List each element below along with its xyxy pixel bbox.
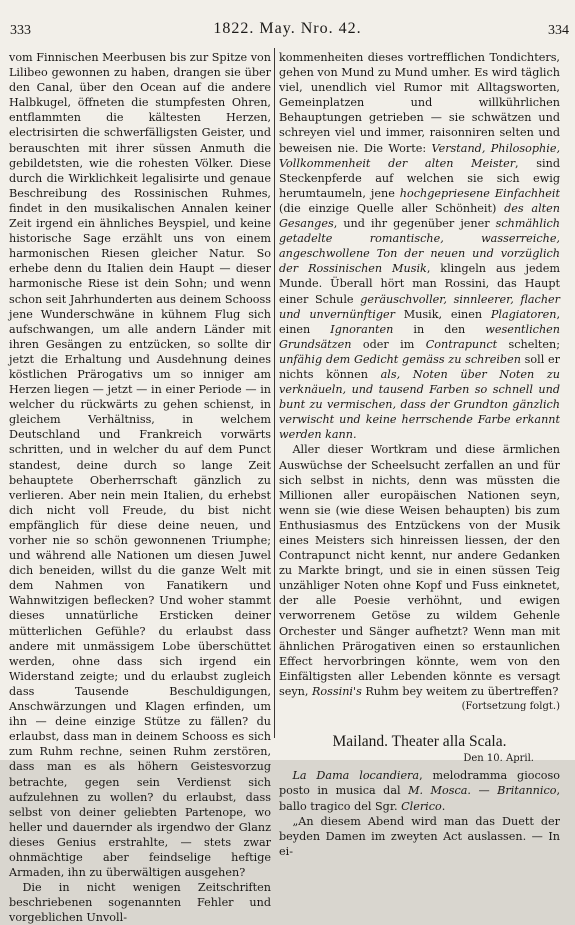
section-title: Mailand. Theater alla Scala.: [332, 733, 507, 751]
text-run: , klingeln aus jedem Munde. Überall hört man Rossini, das Haupt einer Schule: [279, 262, 560, 306]
text-run: , sind Steckenpferde auf welchen sie sich ewig herumtaumeln, jene: [279, 156, 560, 200]
page-number-right: 334: [548, 23, 569, 38]
italic-run: Verstand, Philosophie, Vollkommenheit der alten Meister: [279, 141, 560, 170]
paragraph: [279, 768, 560, 813]
text-run: , und ihr gegenüber jener: [333, 217, 496, 231]
text-run: . —: [467, 784, 498, 798]
right-column: [279, 50, 560, 859]
paragraph: [279, 442, 560, 699]
italic-run: La Dama locandiera: [292, 769, 420, 783]
italic-run: schmählich getadelte romantische, wasserreiche, angeschwollene Ton der neuen und vorzüglich der Rossinischen Musik: [279, 217, 560, 276]
section-date: Den 10. April.: [463, 753, 534, 765]
text-run: Ruhm bey weitem zu übertreffen?: [361, 684, 559, 698]
italic-run: als, Noten über Noten zu verknäueln, und tausend Farben so schnell und bunt zu vermischen, dass der Grundton gänzlich verwischt und keine herrschende Farbe erkannt werden kann.: [279, 367, 560, 442]
italic-run: hochgepriesene Einfachheit: [399, 186, 560, 200]
text-run: (die einzige Quelle aller Schönheit): [279, 201, 505, 215]
italic-run: Rossini's: [312, 684, 362, 698]
text-run: oder im: [351, 337, 426, 351]
paragraph: Die in nicht wenigen Zeitschriften beschriebenen sogenannten Fehler und vorgeblichen Unvoll-: [9, 881, 271, 925]
italic-run: des alten Gesanges: [279, 201, 561, 231]
issue-line: 1822. May. Nro. 42.: [213, 20, 362, 37]
italic-run: Clerico: [401, 799, 442, 813]
italic-run: wesentlichen Grundsätzen: [279, 322, 560, 351]
text-run: , einen: [279, 307, 560, 336]
text-run: Musik, einen: [395, 307, 491, 321]
text-run: , ballo tragico del Sgr.: [279, 784, 561, 813]
paragraph: [279, 50, 560, 442]
left-column: [9, 50, 271, 925]
paragraph: „An diesem Abend wird man das Duett der beyden Damen im zweyten Act auslassen. — In ei-: [279, 814, 560, 858]
text-run: schelten;: [497, 337, 560, 351]
italic-run: Britannico: [497, 784, 557, 798]
italic-run: geräuschvoller, sinnleerer, flacher und unvernünftiger: [279, 292, 560, 321]
text-run: .: [441, 799, 446, 813]
continuation-note: (Fortsetzung folgt.): [461, 701, 560, 713]
page-number-left: 333: [10, 23, 31, 38]
text-run: Aller dieser Wortkram und diese ärmlichen Auswüchse der Scheelsucht zerfallen an und für sich selbst in nichts, denn was müssten die Millionen aller europäischen Nationen seyn, wenn sie (wie diese Weisen behaupten) bis zum Enthusiasmus des Entzückens von der Musik eines Meisters sich hinreissen liessen, der den Contrapunct nicht kennt, nur andere Gedanken zu Markte bringt, und sie in einen süssen Teig unzähliger Noten ohne Kopf und Fuss einknetet, der alle Poesie verhöhnt, und ewigen verworrenem Getöse zu wildem Gehenle Orchester und Sänger aufhetzt? Wenn man mit ähnlichen Prärogativen einen so erstaunlichen Effect hervorbringen könnte, wem von den Einfältigsten aller Lebenden könnte es versagt seyn,: [279, 443, 560, 698]
page-header: [0, 20, 575, 42]
italic-run: M. Mosca: [408, 784, 468, 798]
text-run: kommenheiten dieses vortrefflichen Tondichters, gehen von Mund zu Mund umher. Es wird täglich viel, unendlich viel Rumor mit Alltagsworten, Gemeinplatzen und willkührlichen Behauptungen getrieben — sie schwätzen und schreyen viel und immer, raisonniren selten und beweisen nie. Die Worte:: [279, 51, 560, 155]
text-run: in den: [393, 322, 486, 336]
italic-run: Contrapunct: [425, 337, 498, 351]
italic-run: unfähig dem Gedicht gemäss zu schreiben: [279, 352, 521, 366]
column-rule: [274, 48, 275, 738]
text-run: , melodramma giocoso posto in musica dal: [279, 769, 561, 798]
text-run: soll er nichts können: [279, 352, 560, 381]
italic-run: Ignoranten: [330, 322, 394, 336]
italic-run: Plagiatoren: [490, 307, 557, 321]
paragraph: vom Finnischen Meerbusen bis zur Spitze von Lilibeo gewonnen zu haben, drangen sie über den Canal, über den Ocean auf die andere Halbkugel, öffneten die stumpfesten Ohren, entflammten die kältesten Herzen, electrisirten die schwerfälligsten Geister, und berauschten mit ihrer süssen Anmuth die gebildetsten, wie die rohesten Völker. Diese durch die Wirklichkeit legalisirte und genaue Beschreibung des Rossinischen Ruhmes, findet in den musikalischen Annalen keiner Zeit irgend ein ähnliches Beyspiel, und keine historische Sage erzählt uns von einem harmonischen Riesen gleicher Natur. So erhebe denn du Italien dein Haupt — dieser harmonische Riese ist dein Sohn; und wenn schon seit Jahrhunderten aus deinem Schooss jene Wunderschwäne in kühnem Flug sich aufschwangen, um alle andern Länder mit ihren Gesängen zu entzücken, so sollte dir jetzt die Erhaltung und Ausdehnung deines köstlichen Prärogativs um so inniger am Herzen liegen — jetzt — in einer Periode — in welcher du rückwärts zu gehen schienst, in gleichem Verhältniss, in welchem Deutschland und Frankreich vorwärts schritten, und in welcher du auf dem Punct standest, deine durch so lange Zeit behauptete Oberherrschaft gänzlich zu verlieren. Aber nein mein Italien, du erhebst dich nicht voll Freude, du bist nicht empfänglich für diese deine neuen, und vorher nie so schön gewonnenen Triumphe; und während alle Nationen um diesen Juwel dich beneiden, willst du die ganze Welt mit dem Nahmen von Fanatikern und Wahnwitzigen beflecken? Und woher stammt dieses unnatürliche Ersticken deiner mütterlichen Gefühle? du erlaubst dass andere mit unmässigem Lobe überschüttet werden, ohne dass sich irgend ein Widerstand zeigte; und du erlaubst zugleich dass Tausende Beschuldigungen, Anschwärzungen und Klagen erfinden, um ihn — deine einzige Stütze zu fällen? du erlaubst, dass man in deinem Schooss es sich zum Ruhm rechne, seinen Ruhm zerstören, dass man es als höhern Geistesvorzug betrachte, gegen sein Verdienst sich aufzulehnen zu wollen? du erlaubst, dass selbst von deiner geliebten Partenope, wo heller und dauernder als irgendwo der Glanz dieses Genius erstrahlte, — stets zwar ohnmächtige aber feindselige heftige Armaden, ihn zu überwältigen ausgehen?: [9, 51, 271, 880]
